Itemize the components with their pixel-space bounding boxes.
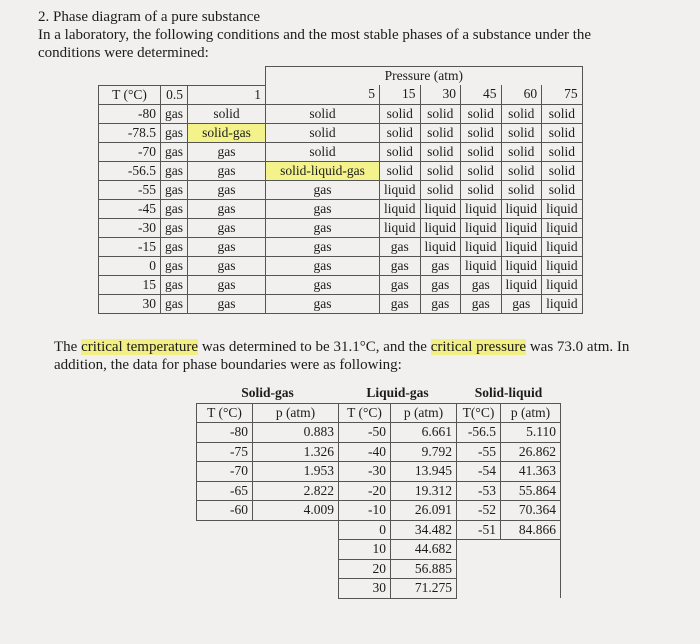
- boundary-temperature: -80: [197, 423, 253, 443]
- phase-cell: liquid: [380, 199, 421, 218]
- phase-cell: solid: [461, 104, 502, 123]
- phase-cell: gas: [380, 275, 421, 294]
- boundary-pressure: 0.883: [253, 423, 339, 443]
- blank-cell: [188, 67, 266, 86]
- table-row: [99, 104, 583, 123]
- phase-cell: gas: [188, 237, 266, 256]
- pressure-header-cell: 75: [542, 85, 583, 104]
- text-span: was 73.0 atm. In: [526, 339, 630, 355]
- boundary-temperature: -75: [197, 442, 253, 462]
- phase-cell: liquid: [542, 237, 583, 256]
- boundary-temperature: 10: [339, 540, 391, 560]
- phase-cell: liquid: [420, 199, 461, 218]
- phase-cell: gas: [188, 142, 266, 161]
- text-span: The: [54, 339, 82, 355]
- text-span: was determined to be 31.1°C, and the: [198, 339, 431, 355]
- phase-cell: solid: [501, 142, 542, 161]
- phase-cell: solid: [420, 104, 461, 123]
- boundary-column-header: p (atm): [501, 403, 561, 423]
- boundary-temperature: -54: [457, 462, 501, 482]
- table-row: [99, 237, 583, 256]
- problem-heading: [38, 8, 678, 62]
- boundary-temperature: -55: [457, 442, 501, 462]
- table-row: [99, 256, 583, 275]
- phase-cell: liquid: [420, 218, 461, 237]
- boundary-temperature: -30: [339, 462, 391, 482]
- empty-cell: [253, 520, 339, 540]
- pressure-header-cell: 45: [461, 85, 502, 104]
- phase-cell: gas: [188, 256, 266, 275]
- temperature-cell: -30: [99, 218, 161, 237]
- empty-cell: [457, 540, 501, 560]
- boundary-temperature: -52: [457, 501, 501, 521]
- boundary-column-header: p (atm): [391, 403, 457, 423]
- boundary-temperature: -50: [339, 423, 391, 443]
- table-row: [99, 199, 583, 218]
- critical-temperature-highlight: critical temperature: [81, 339, 199, 355]
- phase-cell: gas: [188, 218, 266, 237]
- empty-cell: [501, 559, 561, 579]
- boundary-temperature: -20: [339, 481, 391, 501]
- phase-cell: solid: [461, 180, 502, 199]
- boundary-pressure: 5.110: [501, 423, 561, 443]
- phase-cell: gas: [161, 123, 188, 142]
- phase-cell: liquid: [542, 199, 583, 218]
- phase-cell: solid: [542, 123, 583, 142]
- empty-cell: [457, 579, 501, 599]
- pressure-header-cell: 0.5: [161, 85, 188, 104]
- boundary-column-header: T (°C): [339, 403, 391, 423]
- phase-cell: gas: [420, 256, 461, 275]
- phase-cell: gas: [161, 180, 188, 199]
- phase-cell: liquid: [501, 237, 542, 256]
- phase-cell: liquid: [542, 275, 583, 294]
- empty-cell: [197, 559, 253, 579]
- phase-cell: solid: [501, 104, 542, 123]
- phase-cell: gas: [161, 237, 188, 256]
- pressure-label-row: [99, 67, 583, 86]
- phase-cell: gas: [420, 275, 461, 294]
- temperature-cell: 30: [99, 294, 161, 313]
- boundary-group-row: [197, 384, 561, 403]
- pressure-header-row: [99, 85, 583, 104]
- phase-cell: solid: [380, 104, 421, 123]
- phase-cell: gas: [266, 180, 380, 199]
- phase-cell: solid: [380, 142, 421, 161]
- boundary-pressure: 26.091: [391, 501, 457, 521]
- critical-point-paragraph: [54, 338, 629, 374]
- table-row: [99, 218, 583, 237]
- temperature-cell: -45: [99, 199, 161, 218]
- boundary-temperature: -70: [197, 462, 253, 482]
- table-row: [99, 275, 583, 294]
- table-row: [99, 180, 583, 199]
- problem-intro-line: conditions were determined:: [38, 45, 209, 61]
- boundary-header-row: [197, 403, 561, 423]
- boundary-pressure: 9.792: [391, 442, 457, 462]
- phase-cell: solid: [420, 123, 461, 142]
- phase-cell: solid: [380, 123, 421, 142]
- phase-cell: gas: [461, 275, 502, 294]
- table-row: [99, 294, 583, 313]
- boundary-pressure: 41.363: [501, 462, 561, 482]
- empty-cell: [253, 579, 339, 599]
- pressure-axis-label: Pressure (atm): [266, 67, 583, 86]
- phase-cell: solid: [420, 180, 461, 199]
- phase-cell: solid: [266, 104, 380, 123]
- boundary-temperature: 0: [339, 520, 391, 540]
- phase-cell: solid-gas: [188, 123, 266, 142]
- pressure-header-cell: 15: [380, 85, 421, 104]
- phase-cell: solid: [542, 104, 583, 123]
- pressure-header-cell: 60: [501, 85, 542, 104]
- phase-cell: solid: [380, 161, 421, 180]
- blank-cell: [161, 67, 188, 86]
- phase-cell: gas: [161, 161, 188, 180]
- empty-cell: [253, 559, 339, 579]
- phase-cell: gas: [380, 294, 421, 313]
- phase-conditions-table: [98, 66, 583, 314]
- temperature-cell: -56.5: [99, 161, 161, 180]
- table-row: [99, 142, 583, 161]
- problem-intro-line: In a laboratory, the following conditions and the most stable phases of a substance under the: [38, 27, 592, 43]
- phase-cell: gas: [188, 180, 266, 199]
- pressure-header-cell: 1: [188, 85, 266, 104]
- table-row: [99, 161, 583, 180]
- boundary-temperature: 30: [339, 579, 391, 599]
- phase-cell: liquid: [461, 237, 502, 256]
- phase-cell: liquid: [501, 275, 542, 294]
- phase-cell: gas: [161, 104, 188, 123]
- temperature-cell: -70: [99, 142, 161, 161]
- phase-cell: liquid: [461, 218, 502, 237]
- phase-cell: solid: [542, 180, 583, 199]
- phase-cell: solid: [501, 180, 542, 199]
- phase-cell: solid: [188, 104, 266, 123]
- phase-cell: solid: [542, 142, 583, 161]
- temperature-cell: 15: [99, 275, 161, 294]
- temperature-cell: -55: [99, 180, 161, 199]
- paragraph-line: addition, the data for phase boundaries were as following:: [54, 357, 402, 373]
- boundary-pressure: 6.661: [391, 423, 457, 443]
- phase-cell: liquid: [501, 199, 542, 218]
- phase-cell: solid: [461, 123, 502, 142]
- empty-cell: [197, 540, 253, 560]
- phase-cell: gas: [188, 294, 266, 313]
- boundary-pressure: 1.326: [253, 442, 339, 462]
- paragraph-line: [54, 338, 629, 356]
- phase-cell: gas: [188, 275, 266, 294]
- pressure-header-cell: 5: [266, 85, 380, 104]
- table-row: [99, 123, 583, 142]
- empty-cell: [501, 579, 561, 599]
- boundary-temperature: -10: [339, 501, 391, 521]
- temperature-cell: -15: [99, 237, 161, 256]
- phase-cell: gas: [380, 237, 421, 256]
- phase-cell: solid: [501, 123, 542, 142]
- phase-cell: liquid: [461, 199, 502, 218]
- phase-cell: solid: [461, 142, 502, 161]
- phase-cell: gas: [161, 199, 188, 218]
- boundary-row: [197, 579, 561, 599]
- boundary-pressure: 13.945: [391, 462, 457, 482]
- temperature-cell: -78.5: [99, 123, 161, 142]
- phase-cell: solid: [542, 161, 583, 180]
- boundary-row: [197, 442, 561, 462]
- phase-cell: liquid: [542, 256, 583, 275]
- phase-cell: solid: [461, 161, 502, 180]
- boundary-row: [197, 559, 561, 579]
- phase-cell: gas: [380, 256, 421, 275]
- boundary-row: [197, 481, 561, 501]
- boundary-row: [197, 423, 561, 443]
- phase-cell: gas: [266, 237, 380, 256]
- boundary-pressure: 26.862: [501, 442, 561, 462]
- boundary-pressure: 34.482: [391, 520, 457, 540]
- phase-cell: gas: [461, 294, 502, 313]
- phase-cell: gas: [161, 275, 188, 294]
- boundary-pressure: 55.864: [501, 481, 561, 501]
- phase-cell: liquid: [542, 218, 583, 237]
- phase-cell: solid: [420, 161, 461, 180]
- phase-cell: gas: [161, 142, 188, 161]
- boundary-temperature: -56.5: [457, 423, 501, 443]
- temperature-cell: -80: [99, 104, 161, 123]
- phase-cell: gas: [266, 218, 380, 237]
- boundary-row: [197, 462, 561, 482]
- boundary-pressure: 44.682: [391, 540, 457, 560]
- phase-cell: gas: [161, 294, 188, 313]
- phase-cell: gas: [266, 275, 380, 294]
- phase-cell: gas: [161, 256, 188, 275]
- boundary-pressure: 4.009: [253, 501, 339, 521]
- boundary-pressure: 70.364: [501, 501, 561, 521]
- phase-cell: gas: [501, 294, 542, 313]
- boundary-pressure: 2.822: [253, 481, 339, 501]
- empty-cell: [457, 559, 501, 579]
- boundary-column-header: T(°C): [457, 403, 501, 423]
- empty-cell: [253, 540, 339, 560]
- phase-cell: liquid: [461, 256, 502, 275]
- boundary-pressure: 84.866: [501, 520, 561, 540]
- phase-cell: gas: [161, 218, 188, 237]
- empty-cell: [197, 579, 253, 599]
- boundary-temperature: -53: [457, 481, 501, 501]
- boundary-temperature: -40: [339, 442, 391, 462]
- boundary-temperature: -65: [197, 481, 253, 501]
- phase-cell: gas: [266, 199, 380, 218]
- boundary-row: [197, 501, 561, 521]
- phase-cell: gas: [266, 294, 380, 313]
- empty-cell: [501, 540, 561, 560]
- boundary-row: [197, 520, 561, 540]
- boundary-temperature: -51: [457, 520, 501, 540]
- empty-cell: [197, 520, 253, 540]
- temperature-cell: 0: [99, 256, 161, 275]
- phase-cell: liquid: [420, 237, 461, 256]
- phase-cell: gas: [266, 256, 380, 275]
- critical-pressure-highlight: critical pressure: [430, 339, 527, 355]
- pressure-header-cell: 30: [420, 85, 461, 104]
- boundary-column-header: p (atm): [253, 403, 339, 423]
- phase-cell: gas: [420, 294, 461, 313]
- problem-title: 2. Phase diagram of a pure substance: [38, 9, 261, 25]
- phase-cell: liquid: [542, 294, 583, 313]
- boundary-row: [197, 540, 561, 560]
- phase-cell: liquid: [380, 218, 421, 237]
- phase-cell: solid: [266, 142, 380, 161]
- boundary-group-title: Solid-liquid: [457, 384, 561, 403]
- phase-cell: solid: [420, 142, 461, 161]
- phase-boundary-table: [196, 384, 561, 599]
- temperature-header: T (°C): [99, 85, 161, 104]
- boundary-pressure: 56.885: [391, 559, 457, 579]
- boundary-pressure: 19.312: [391, 481, 457, 501]
- boundary-temperature: -60: [197, 501, 253, 521]
- boundary-column-header: T (°C): [197, 403, 253, 423]
- boundary-group-title: Solid-gas: [197, 384, 339, 403]
- phase-cell: gas: [188, 199, 266, 218]
- phase-cell: solid: [501, 161, 542, 180]
- boundary-pressure: 1.953: [253, 462, 339, 482]
- phase-cell: liquid: [501, 218, 542, 237]
- boundary-group-title: Liquid-gas: [339, 384, 457, 403]
- phase-cell: liquid: [501, 256, 542, 275]
- boundary-temperature: 20: [339, 559, 391, 579]
- phase-cell: solid: [266, 123, 380, 142]
- phase-cell: liquid: [380, 180, 421, 199]
- boundary-pressure: 71.275: [391, 579, 457, 599]
- phase-cell: gas: [188, 161, 266, 180]
- blank-cell: [99, 67, 161, 86]
- phase-cell: solid-liquid-gas: [266, 161, 380, 180]
